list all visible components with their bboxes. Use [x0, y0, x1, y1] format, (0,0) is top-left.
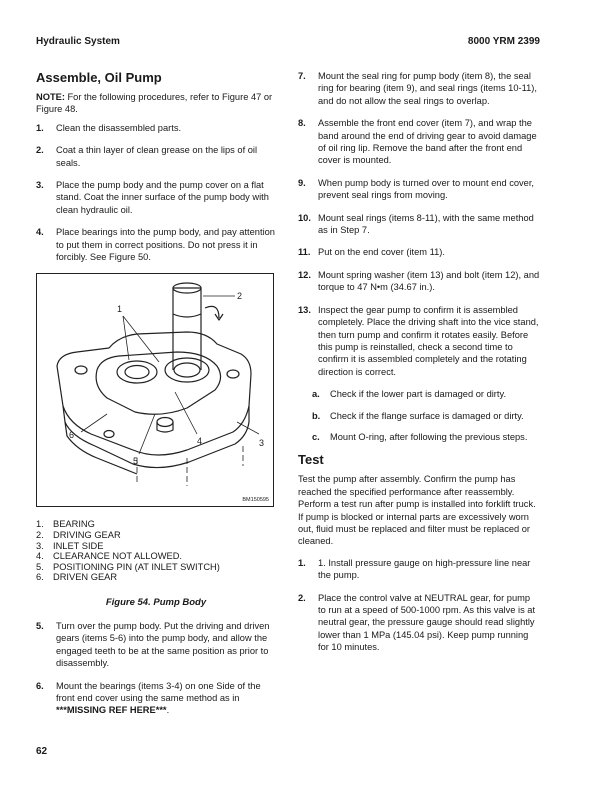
header-section-title: Hydraulic System: [36, 36, 120, 47]
substep-text: Check if the lower part is damaged or dirty.: [330, 389, 507, 400]
step-text: Put on the end cover (item 11).: [318, 247, 445, 258]
step-number: 5.: [36, 621, 44, 632]
step-number: 7.: [298, 71, 306, 81]
note-label: NOTE:: [36, 92, 65, 102]
legend-text: DRIVEN GEAR: [53, 572, 118, 583]
substep-b: [312, 410, 540, 422]
pump-body-drawing: [37, 274, 273, 506]
step-text: Coat a thin layer of clean grease on the lips of oil seals.: [56, 145, 258, 168]
legend-item: [36, 562, 276, 573]
step-text: Turn over the pump body. Put the driving and driven gears (items 5-6) into the pump body, and allow the engaged teeth to be at the same position as prior to disassembly.: [56, 621, 270, 669]
step-text: Assemble the front end cover (item 7), and wrap the band around the end of driving gear to avoid damage of oil ring lip. Remove the band after the front end cover is mounted.: [318, 118, 537, 166]
step-text: When pump body is turned over to mount end cover, prevent seal rings from moving.: [318, 177, 535, 201]
note-text: For the following procedures, refer to Figure 47 or Figure 48.: [36, 92, 273, 115]
pump-body-figure: [36, 273, 274, 507]
figure-id: BM150595: [242, 497, 269, 504]
step-10: [298, 212, 540, 237]
substep-letter: b.: [312, 410, 321, 421]
legend-item: [36, 551, 276, 562]
step-6: [36, 680, 276, 717]
legend-text: DRIVING GEAR: [53, 530, 121, 541]
step-text: Place the pump body and the pump cover on a flat stand. Coat the inner surface of the pump body with clean hydraulic oil.: [56, 180, 269, 215]
callout-2: 2: [237, 291, 243, 302]
legend-item: [36, 572, 276, 583]
legend-number: 2.: [36, 530, 44, 541]
step-text: Clean the disassembled parts.: [56, 122, 182, 133]
substep-text: Check if the flange surface is damaged or dirty.: [330, 410, 524, 421]
legend-number: 6.: [36, 572, 44, 583]
left-column: [36, 70, 276, 727]
step-11: [298, 246, 540, 258]
substep-c: [312, 431, 540, 443]
step-text: Place the control valve at NEUTRAL gear, for pump to run at a speed of 500-1000 rpm. As this valve is at neutral gear, the pressure gauge should read slightly lower than 1 MPa (145.04 psi). Keep pump running for 10 minutes.: [318, 592, 536, 653]
step-number: 9.: [298, 177, 306, 188]
legend-text: BEARING: [53, 519, 95, 530]
test-paragraph: Test the pump after assembly. Confirm the pump has reached the specified performance after reassembly. Perform a test run after pump is installed into forklift truck. If pump is blocked or internal parts are excessively worn out, fluid must be replaced and filter must be replaced or cleaned.: [298, 474, 536, 547]
step-text: Mount seal rings (items 8-11), with the same method as in Step 7.: [318, 212, 534, 236]
callout-3: 3: [259, 438, 265, 449]
missing-ref: ***MISSING REF HERE***: [56, 705, 167, 716]
step-number: 1.: [36, 122, 44, 133]
step-9: [298, 177, 540, 202]
callout-5: 5: [133, 456, 139, 467]
figure-caption: Figure 54. Pump Body: [105, 597, 207, 609]
step-6-text: Mount the bearings (items 3-4) on one Side of the front end cover using the same method as in: [56, 680, 261, 704]
step-number: 1.: [298, 557, 306, 568]
substep-letter: c.: [312, 431, 320, 442]
step-3: [36, 179, 276, 216]
test-step-2: [298, 592, 540, 654]
header-doc-code: 8000 YRM 2399: [467, 36, 540, 47]
legend-text: CLEARANCE NOT ALLOWED.: [53, 551, 182, 562]
step-12: [298, 269, 540, 294]
step-number: 11.: [298, 247, 311, 258]
figure-legend: [36, 519, 276, 583]
step-number: 6.: [36, 680, 44, 691]
step-4: [36, 226, 276, 263]
page-number: 62: [36, 746, 48, 757]
step-6-end: .: [166, 705, 170, 716]
step-text: Place bearings into the pump body, and pay attention to put them in correct positions. Do not press it in forcibly. See Figure 50.: [56, 227, 275, 263]
legend-item: [36, 519, 276, 530]
callout-1: 1: [117, 304, 123, 315]
step-number: 4.: [36, 227, 44, 238]
step-text: Inspect the gear pump to confirm it is assembled completely. Place the driving shaft into the vice stand, then turn pump and confirm it rotates easily. Before this pump is reinstalled, check a second time to confirm it is assembled completely and the rotating direction is correct.: [318, 304, 539, 377]
callout-6: 6: [69, 430, 75, 441]
legend-number: 4.: [36, 551, 44, 562]
step-number: 13.: [298, 304, 311, 315]
step-text: Mount spring washer (item 13) and bolt (item 12), and torque to 47 N•m (34.67 in.).: [318, 269, 540, 293]
legend-number: 5.: [36, 561, 44, 572]
step-text: 1. Install pressure gauge on high-pressure line near the pump.: [318, 557, 531, 581]
legend-number: 1.: [36, 519, 44, 530]
legend-item: [36, 530, 276, 541]
step-text: Mount the seal ring for pump body (item 8), the seal ring for bearing (item 9), and seal rings (items 10-11), and do not allow the seal rings to overlap.: [318, 71, 537, 106]
step-number: 10.: [298, 212, 311, 223]
step-number: 2.: [298, 592, 306, 603]
substep-a: [312, 388, 540, 400]
substep-letter: a.: [312, 389, 320, 400]
callout-4: 4: [197, 436, 203, 447]
step-number: 12.: [298, 269, 311, 280]
legend-item: [36, 541, 276, 552]
step-1: [36, 122, 276, 134]
test-step-1: [298, 557, 540, 582]
step-5: [36, 620, 276, 670]
step-number: 8.: [298, 118, 306, 129]
legend-text: POSITIONING PIN (AT INLET SWITCH): [53, 561, 220, 572]
step-2: [36, 144, 276, 169]
substep-text: Mount O-ring, after following the previous steps.: [330, 431, 528, 442]
legend-number: 3.: [36, 540, 44, 551]
legend-text: INLET SIDE: [53, 540, 104, 551]
step-text: [56, 680, 276, 717]
section-title-test: Test: [298, 452, 324, 468]
section-title-assemble-oil-pump: Assemble, Oil Pump: [36, 70, 162, 85]
right-column: [298, 70, 540, 664]
step-number: 2.: [36, 145, 44, 156]
step-13: [298, 304, 540, 378]
step-number: 3.: [36, 180, 44, 191]
note: [36, 91, 276, 116]
step-8: [298, 117, 540, 167]
step-7: [298, 70, 540, 107]
